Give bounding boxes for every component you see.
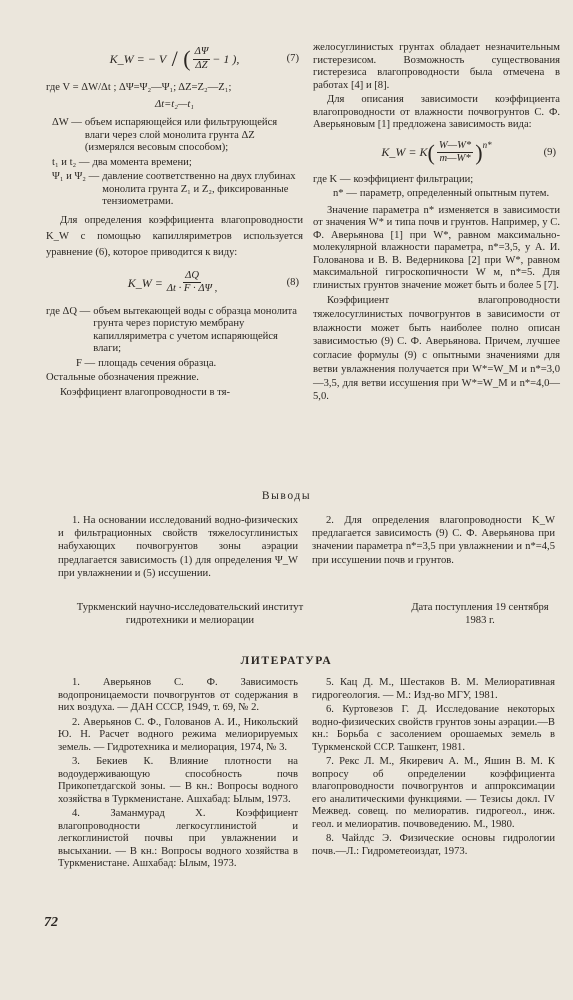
equation-7: K_W = − V / ( $\frac{\Delta\Psi}{\Delta Z}$ − 1 ), (7) bbox=[109, 46, 299, 71]
reference-item: 4. Заманмурад Х. Коэффициент влагопроводности легкосуглинистой и легкоглинистой почвы при увлажнении и высыхании. — В кн.: Вопросы водного хозяйства в Туркменистане. Ашхабад: Ылым, 1973. bbox=[58, 808, 298, 869]
conclusion-1: 1. На основании исследований водно-физических и фильтрационных свойств тяжелосуглинистых набухающих почвогрунтов зоны аэрации предлагается зависимость (1) для определения Ψ_W при увлажнении и (5) иссушении. bbox=[58, 515, 298, 579]
reference-item: 7. Рекс Л. М., Якиревич А. М., Яшин В. М. К вопросу об определении коэффициента влагопроводности почвогрунтов и аппроксимации его аналитическими функциями. — Тезисы докл. IV Межвед. совещ. по мелиоратив. гидрогеол., инж. геол. и мелиоратив. почвоведению. М., 1980. bbox=[312, 756, 555, 830]
references-heading: ЛИТЕРАТУРА bbox=[240, 655, 333, 667]
conclusion-2: 2. Для определения влагопроводности K_W предлагается зависимость (9) С. Ф. Аверьянова при значении параметра n*=3,5 при увлажнении и n*=4,5 при иссушении почв и грунтов. bbox=[312, 515, 555, 566]
reference-item: 1. Аверьянов С. Ф. Зависимость водопроницаемости почвогрунтов от содержания в них воздуха. — ДАН СССР, 1949, т. 69, № 2. bbox=[58, 677, 298, 713]
eq7-den: ΔZ bbox=[195, 59, 208, 71]
definition-item: t₁ и t₂ — два момента времени; bbox=[52, 156, 192, 168]
conclusions-heading: Выводы bbox=[261, 490, 312, 502]
paragraph: Остальные обозначения прежние. bbox=[46, 372, 199, 384]
eq9-lhs: K_W = K bbox=[381, 145, 428, 160]
left-column bbox=[46, 42, 303, 401]
right-column bbox=[313, 42, 560, 406]
paragraph: Значение параметра n* изменяется в зависимости от значения W* и типа почв и грунтов. Например, у С. Ф. Аверьянова [1] при W*, равном максимально-молекулярной влажности параметра, n*=3,5, у А. И. Голованова и В. В. Ведерникова [2] при W*, равном максимальной гигроскопичности W м, n*=5. Для глинистых грунтов значение может быть и более 5 [7]. bbox=[313, 204, 560, 291]
paragraph: желосуглинистых грунтах обладает незначительным гистерезисом. Возможность существования гистерезиса влагопроводности была отмечена в работах [4] и [8]. bbox=[313, 42, 560, 91]
paragraph: Коэффициент влагопроводности в тя- bbox=[60, 386, 230, 398]
reference-item: 3. Бекиев К. Влияние плотности на водоудерживающую способность почв Прикопетдагской зоны. — В кн.: Вопросы водного хозяйства в Туркменистане. Ашхабад: Ылым, 1973. bbox=[58, 756, 298, 805]
eq7-label: (7) bbox=[286, 52, 299, 64]
institute-name: Туркменский научно-исследовательский институт гидротехники и мелиорации bbox=[76, 602, 304, 626]
eq9-num: W—W* bbox=[437, 140, 473, 154]
definition-item: ΔW — объем испаряющейся или фильтрующейся влаги через слой монолита грунта ΔZ (измерялся весовым способом); bbox=[52, 117, 278, 153]
definition-item: где ΔQ — объем вытекающей воды с образца монолита грунта через пористую мембрану капилляриметра с учетом испаряющейся влаги; bbox=[46, 305, 298, 355]
eq9-den: m—W* bbox=[439, 153, 471, 164]
where-line: где V = ΔW/Δt ; ΔΨ=Ψ₂—Ψ₁; ΔZ=Z₂—Z₁; bbox=[46, 82, 232, 93]
eq7-num: ΔΨ bbox=[193, 46, 211, 60]
eq8-den: Δt · F · ΔΨ , bbox=[166, 283, 218, 295]
reference-item: 8. Чайлдс Э. Физические основы гидрологии почв.—Л.: Гидрометеоиздат, 1973. bbox=[312, 833, 555, 857]
dt-line: Δt=t₂—t₁ bbox=[155, 98, 194, 110]
eq9-exp: n* bbox=[482, 139, 492, 150]
eq8-label: (8) bbox=[286, 276, 299, 288]
eq9-label: (9) bbox=[543, 146, 556, 158]
eq7-tail: − 1 ), bbox=[212, 51, 240, 66]
definitions-2 bbox=[46, 306, 303, 371]
equation-9: K_W = K ( $\frac{W—W*}{m—W*}$ ) $^{n*}$ (9) bbox=[381, 139, 556, 165]
paragraph: Коэффициент влагопроводности тяжелосуглинистых почвогрунтов в зависимости от влажности может быть наиболее полно описан зависимостью (9) С. Ф. Аверьянова. Причем, лучшее согласие формулы (9) с опытными значениями для ветви увлажнения получается при W*=W_M и n*=3,0—3,5, для ветви иссушения при W*=W_M и n*=4,0—5,0. bbox=[313, 295, 560, 403]
eq8-lhs: K_W = bbox=[127, 275, 163, 290]
references-left bbox=[58, 677, 298, 873]
reference-item: 6. Куртовезов Г. Д. Исследование некоторых водно-физических свойств грунтов зоны аэрации.—В кн.: Борьба с засолением орошаемых земель в Туркменской ССР. Ташкент, 1981. bbox=[312, 704, 555, 753]
paragraph: Для определения коэффициента влагопроводности K_W с помощью капилляриметров используется уравнение (6), которое приводится к виду: bbox=[46, 214, 303, 259]
definitions-3 bbox=[313, 174, 560, 201]
definition-item: Ψ₁ и Ψ₂ — давление соответственно на двух глубинах монолита грунта Z₁ и Z₂, фиксированные тензиометрами. bbox=[52, 171, 296, 207]
definition-item: F — площадь сечения образца. bbox=[76, 357, 217, 369]
equation-8 bbox=[46, 270, 303, 296]
definition-item: где K — коэффициент фильтрации; bbox=[313, 173, 474, 185]
reference-item: 5. Кац Д. М., Шестаков В. М. Мелиоративная гидрогеология. — М.: Изд-во МГУ, 1981. bbox=[312, 677, 555, 701]
paragraph: Для описания зависимости коэффициента влагопроводности от влажности почвогрунтов С. Ф. Аверьяновым [1] предложена зависимость вида: bbox=[313, 94, 560, 130]
definition-item: n* — параметр, определенный опытным путем. bbox=[333, 188, 550, 199]
references-right bbox=[312, 677, 555, 860]
page-number: 72 bbox=[44, 915, 58, 930]
received-date: Дата поступления 19 сентября 1983 г. bbox=[411, 602, 549, 626]
definitions-1 bbox=[46, 117, 303, 209]
eq7-lhs: K_W = − V bbox=[109, 51, 167, 66]
eq8-num: ΔQ bbox=[183, 270, 201, 284]
reference-item: 2. Аверьянов С. Ф., Голованов А. И., Никольский Ю. Н. Расчет водного режима мелиорируемых земель. — Гидротехника и мелиорация, 1974, № 3. bbox=[58, 716, 298, 753]
